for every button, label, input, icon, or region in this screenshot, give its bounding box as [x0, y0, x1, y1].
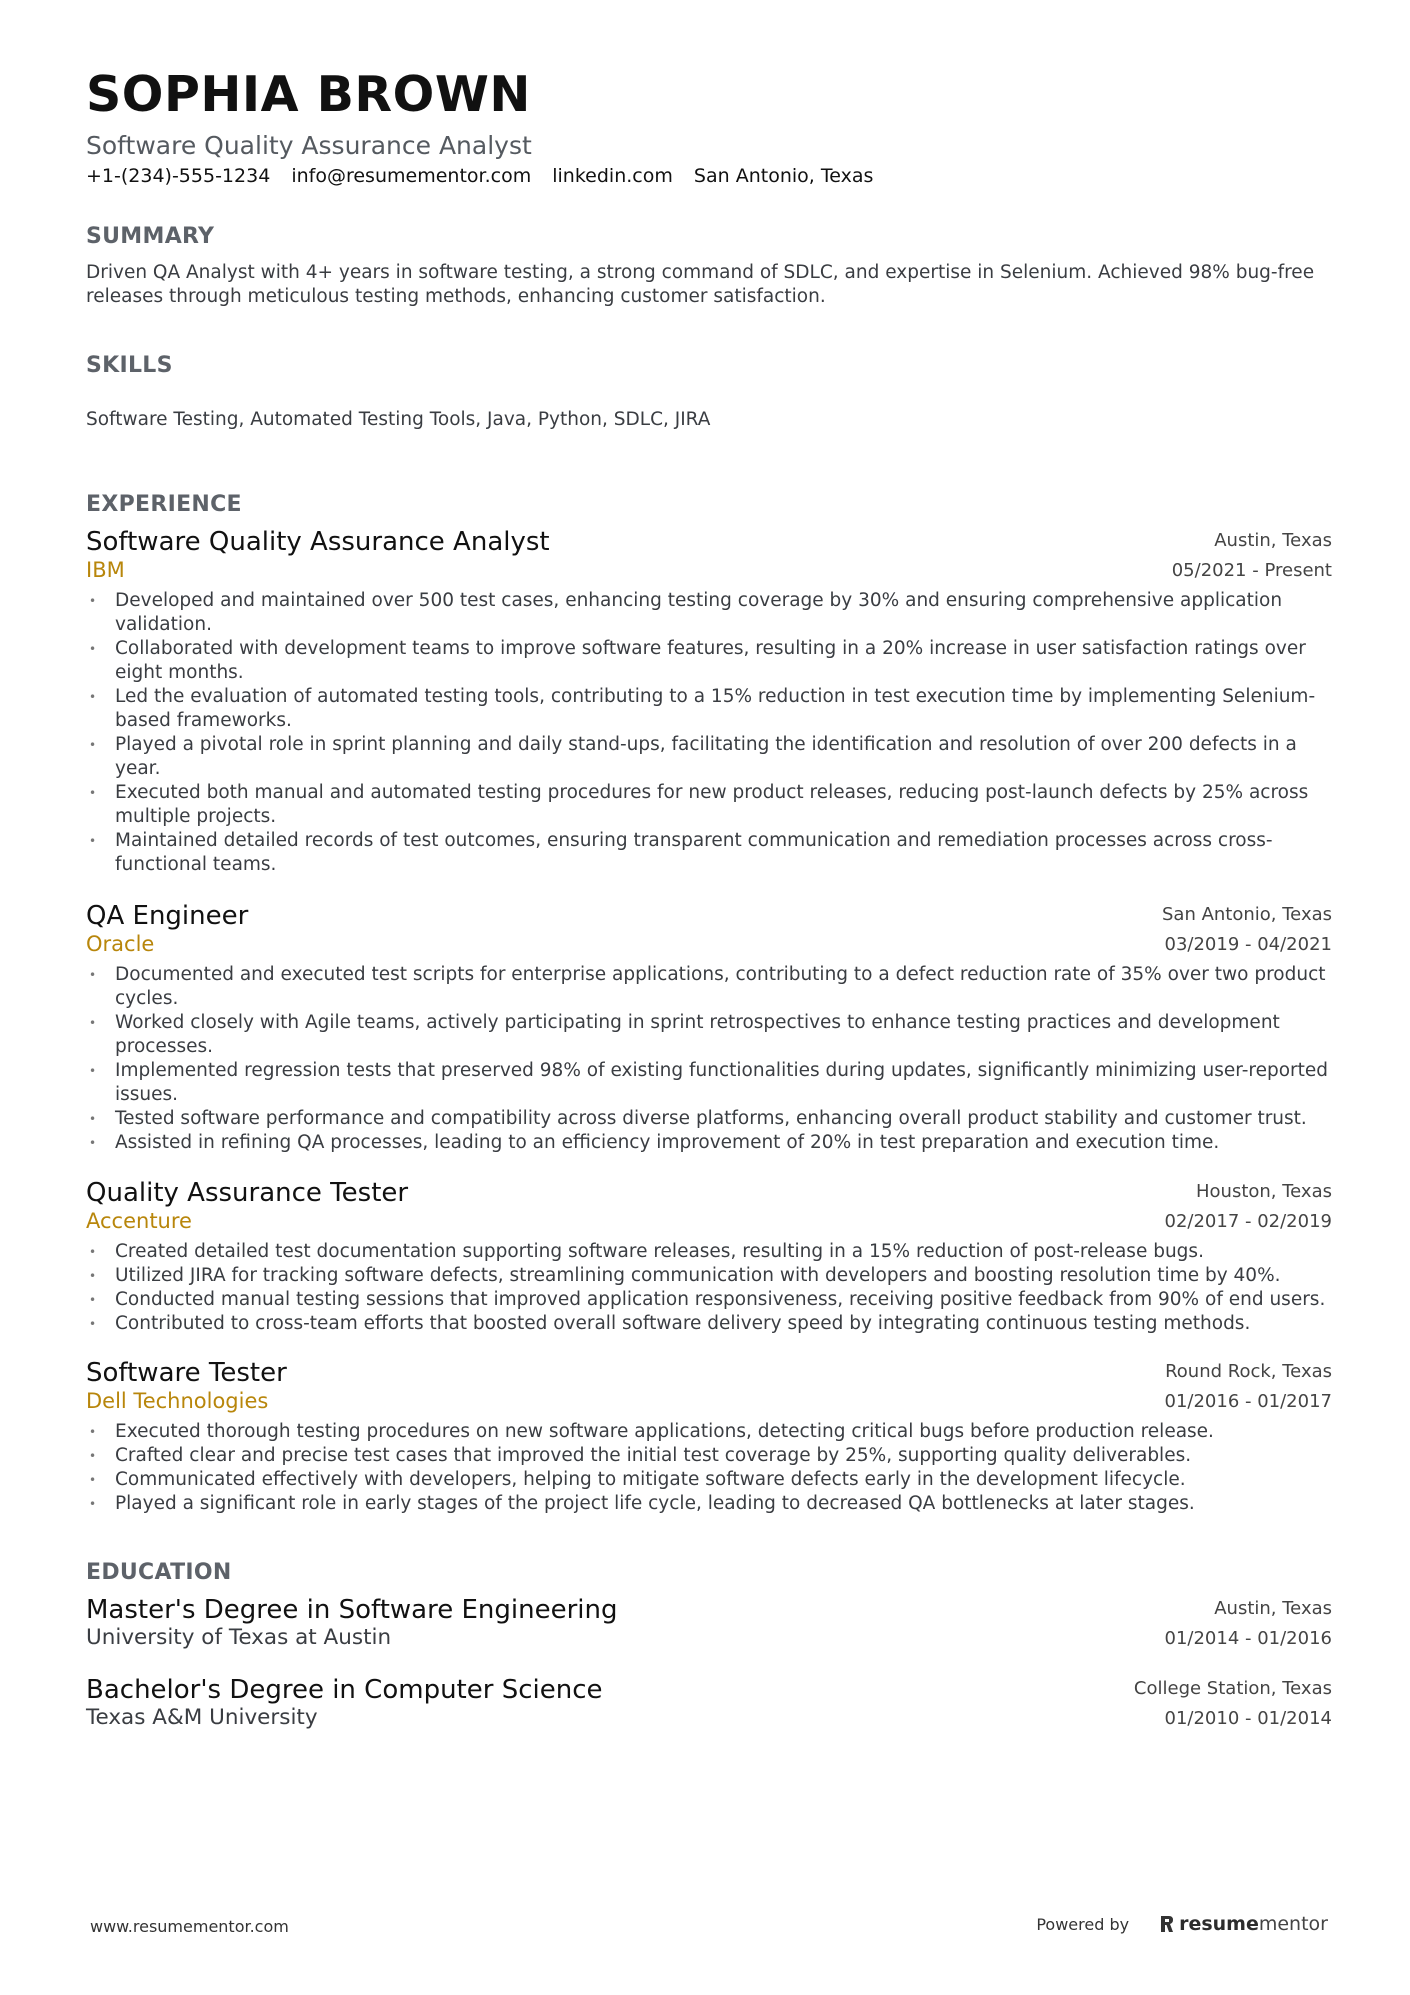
job-company: Oracle — [86, 932, 155, 956]
job-bullets — [86, 589, 1332, 877]
skills-heading: SKILLS — [86, 353, 173, 378]
education-heading: EDUCATION — [86, 1560, 232, 1585]
job-dates: 03/2019 - 04/2021 — [1164, 934, 1332, 955]
bullet-item: • Collaborated with development teams to improve software features, resulting in a 20% increase in user satisfaction ratings over eight months. — [86, 637, 1332, 685]
job-bullets — [86, 963, 1332, 1155]
bullet-item: • Led the evaluation of automated testing tools, contributing to a 15% reduction in test execution time by implementing Selenium-based frameworks. — [86, 685, 1332, 733]
candidate-name: SOPHIA BROWN — [86, 66, 531, 123]
job-entry — [86, 527, 1332, 877]
job-location: Austin, Texas — [1214, 530, 1332, 551]
bullet-item: • Implemented regression tests that preserved 98% of existing functionalities during updates, significantly minimizing user-reported issues. — [86, 1059, 1332, 1107]
job-dates: 02/2017 - 02/2019 — [1164, 1211, 1332, 1232]
degree-title: Bachelor's Degree in Computer Science — [86, 1675, 603, 1705]
bullet-item: • Contributed to cross-team efforts that boosted overall software delivery speed by integrating continuous testing methods. — [86, 1312, 1332, 1336]
job-company: IBM — [86, 558, 125, 582]
contact-linkedin[interactable]: linkedin.com — [552, 165, 673, 187]
job-company: Dell Technologies — [86, 1389, 269, 1413]
job-dates: 01/2016 - 01/2017 — [1164, 1391, 1332, 1412]
job-bullets — [86, 1240, 1332, 1336]
job-location: Houston, Texas — [1195, 1181, 1332, 1202]
job-bullets — [86, 1420, 1332, 1516]
bullet-item: • Executed both manual and automated testing procedures for new product releases, reducing post-launch defects by 25% across multiple projects. — [86, 781, 1332, 829]
job-title: QA Engineer — [86, 901, 249, 931]
education-location: College Station, Texas — [1133, 1678, 1332, 1699]
contact-email[interactable]: info@resumementor.com — [291, 165, 532, 187]
education-entry — [86, 1675, 1332, 1737]
resumementor-logo[interactable] — [1159, 1913, 1328, 1935]
powered-by-label: Powered by — [1036, 1914, 1130, 1934]
job-entry — [86, 1358, 1332, 1516]
bullet-item: • Documented and executed test scripts for enterprise applications, contributing to a defect reduction rate of 35% over two product cycles. — [86, 963, 1332, 1011]
contact-phone[interactable]: +1-(234)-555-1234 — [86, 165, 271, 187]
job-location: Round Rock, Texas — [1165, 1361, 1332, 1382]
job-company: Accenture — [86, 1209, 192, 1233]
job-title: Software Quality Assurance Analyst — [86, 527, 550, 557]
experience-heading: EXPERIENCE — [86, 492, 242, 517]
summary-heading: SUMMARY — [86, 224, 215, 249]
bullet-item: • Conducted manual testing sessions that improved application responsiveness, receiving positive feedback from 90% of end users. — [86, 1288, 1332, 1312]
contact-location: San Antonio, Texas — [693, 165, 874, 187]
footer-branding — [1036, 1913, 1328, 1935]
bullet-item: • Tested software performance and compatibility across diverse platforms, enhancing overall product stability and customer trust. — [86, 1107, 1332, 1131]
education-entry — [86, 1595, 1332, 1657]
bullet-item: • Utilized JIRA for tracking software defects, streamlining communication with developers and boosting resolution time by 40%. — [86, 1264, 1332, 1288]
footer-website[interactable]: www.resumementor.com — [90, 1917, 289, 1936]
bullet-item: • Created detailed test documentation supporting software releases, resulting in a 15% reduction of post-release bugs. — [86, 1240, 1332, 1264]
bullet-item: • Crafted clear and precise test cases that improved the initial test coverage by 25%, supporting quality deliverables. — [86, 1444, 1332, 1468]
bullet-item: • Developed and maintained over 500 test cases, enhancing testing coverage by 30% and ensuring comprehensive application validation. — [86, 589, 1332, 637]
bullet-item: • Played a pivotal role in sprint planning and daily stand-ups, facilitating the identification and resolution of over 200 defects in a year. — [86, 733, 1332, 781]
job-title: Quality Assurance Tester — [86, 1178, 409, 1208]
job-title: Software Tester — [86, 1358, 287, 1388]
skills-text: Software Testing, Automated Testing Tools, Java, Python, SDLC, JIRA — [86, 409, 711, 430]
school-name: University of Texas at Austin — [86, 1625, 392, 1650]
candidate-title: Software Quality Assurance Analyst — [86, 131, 532, 160]
school-name: Texas A&M University — [86, 1705, 318, 1730]
bullet-item: • Worked closely with Agile teams, actively participating in sprint retrospectives to enhance testing practices and development processes. — [86, 1011, 1332, 1059]
job-entry — [86, 1178, 1332, 1336]
job-location: San Antonio, Texas — [1162, 904, 1332, 925]
job-dates: 05/2021 - Present — [1171, 560, 1332, 581]
summary-text: Driven QA Analyst with 4+ years in software testing, a strong command of SDLC, and expertise in Selenium. Achieved 98% bug-free releases through meticulous testing methods, enhancing customer satisfaction. — [86, 262, 1315, 307]
bullet-item: • Played a significant role in early stages of the project life cycle, leading to decreased QA bottlenecks at later stages. — [86, 1492, 1332, 1516]
job-entry — [86, 901, 1332, 1155]
bullet-item: • Executed thorough testing procedures on new software applications, detecting critical bugs before production release. — [86, 1420, 1332, 1444]
education-dates: 01/2014 - 01/2016 — [1164, 1628, 1332, 1649]
contact-line — [86, 167, 888, 186]
education-dates: 01/2010 - 01/2014 — [1164, 1708, 1332, 1729]
education-location: Austin, Texas — [1214, 1598, 1332, 1619]
bullet-item: • Assisted in refining QA processes, leading to an efficiency improvement of 20% in test preparation and execution time. — [86, 1131, 1332, 1155]
bullet-item: • Communicated effectively with developers, helping to mitigate software defects early in the development lifecycle. — [86, 1468, 1332, 1492]
logo-text-bold: resume — [1179, 1913, 1259, 1935]
degree-title: Master's Degree in Software Engineering — [86, 1595, 618, 1625]
resumementor-logo-icon — [1159, 1915, 1175, 1933]
bullet-item: • Maintained detailed records of test outcomes, ensuring transparent communication and remediation processes across cross-functional teams. — [86, 829, 1332, 877]
logo-text-light: mentor — [1258, 1913, 1328, 1935]
